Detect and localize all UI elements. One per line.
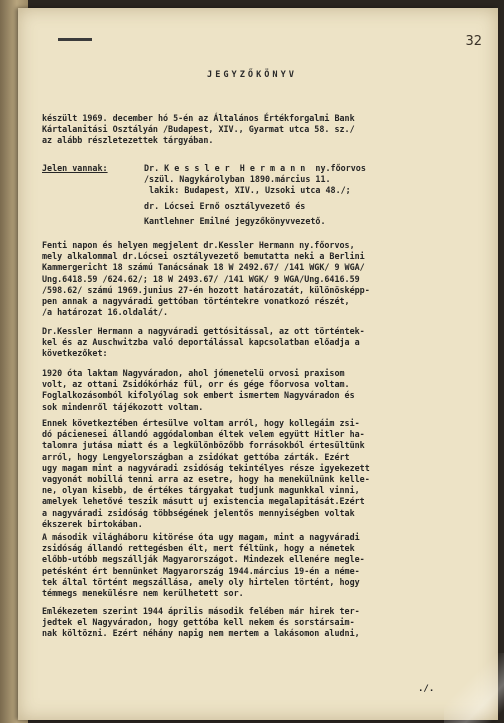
text-line: Kammergericht 18 számú Tanácsának 18 W 2492.67/ /141 WGK/ 9 WGA/ (42, 262, 365, 273)
text-line: kel és az Auschwitzba való deportálással kapcsolatban előadja a (42, 337, 360, 348)
text-line: petésként ért bennünket Magyarország 1944.március 19-én a néme- (42, 565, 360, 576)
present-line: dr. Lócsei Ernő osztályvezető és (144, 200, 306, 211)
text-line: a nagyváradi zsidóság többségének jelentős mennyiségben voltak (42, 507, 355, 518)
text-line: ne, olyan kisebb, de értékes tárgyakat tudjunk magunkkal vinni, (42, 485, 360, 496)
paragraph-5 (42, 532, 474, 599)
text-line: mely alkalommal dr.Lócsei osztályvezető bemutatta neki a Berlini (42, 251, 365, 262)
text-line: ékszerek birtokában. (42, 518, 143, 529)
paragraph-2 (42, 326, 474, 360)
intro-paragraph (42, 113, 474, 147)
text-line: készült 1969. december hó 5-én az Általános Értékforgalmi Bank (42, 113, 355, 123)
text-line: amelyek lehetővé teszik másutt uj existencia megalapitását.Ezért (42, 496, 365, 507)
text-line: talomra jutása miatt és a legkülönbözőbb forrásokból értesültünk (42, 440, 365, 451)
text-line: Dr.Kessler Hermann a nagyváradi gettósitással, az ott történtek- (42, 326, 365, 336)
text-line: Kártalanitási Osztályán /Budapest, XIV., Gyarmat utca 58. sz./ (42, 124, 355, 135)
present-line: lakik: Budapest, XIV., Uzsoki utca 48./; (144, 185, 351, 196)
text-line: dó pácienesei állandó aggódalomban éltek velem együtt Hitler ha- (42, 429, 365, 440)
text-line: /a határozat 16.oldalát/. (42, 307, 169, 318)
text-line: Ennek következtében értesülve voltam arról, hogy kollegáim zsi- (42, 418, 360, 428)
text-line: az alább részletezettek tárgyában. (42, 135, 214, 146)
text-line: Foglalkozásomból kifolyólag sok embert ismertem Nagyváradon és (42, 390, 355, 401)
paragraph-1 (42, 240, 474, 318)
text-line: Ung.6418.59 /624.62/; 18 W 2493.67/ /141 WGK/ 9 WGA/Ung.6416.59 (42, 273, 360, 284)
text-line: ugy magam mint a nagyváradi zsidóság tekintélyes része igyekezett (42, 462, 370, 473)
paragraph-4 (42, 418, 474, 530)
text-line: Fenti napon és helyen megjelent dr.Kessler Hermann ny.főorvos, (42, 240, 355, 250)
text-line: nak költözni. Ezért néhány napig nem mertem a lakásomon aludni, (42, 628, 360, 639)
text-line: vagyonát mobillá tenni arra az esetre, hogy ha menekülnünk kelle- (42, 474, 370, 485)
text-line: előbb-utóbb megszállják Magyarországot. Mindezek ellenére megle- (42, 554, 365, 565)
text-line: tek által történt megszállása, amely oly hirtelen történt, hogy (42, 576, 360, 587)
text-line: sok mindenről tájékozott voltam. (42, 401, 204, 412)
text-line: következőket: (42, 348, 108, 359)
document-title: JEGYZŐKÖNYV (207, 70, 297, 80)
text-line: /598.62/ számú 1969.junius 27-én hozott határozatát, különösképp- (42, 284, 370, 295)
paragraph-3 (42, 368, 474, 413)
page-number: 32 (465, 34, 482, 49)
text-line: Emlékezetem szerint 1944 április második felében már hirek ter- (42, 606, 360, 616)
present-label: Jelen vannak: (42, 163, 108, 173)
present-line: Dr. K e s s l e r H e r m a n n ny.főorvos (144, 163, 366, 173)
text-line: zsidóság állandó rettegésben élt, mert féltünk, hogy a németek (42, 543, 355, 554)
text-line: A második világháboru kitörése óta ugy magam, mint a nagyváradi (42, 532, 360, 542)
present-list (144, 163, 474, 227)
text-line: 1920 óta laktam Nagyváradon, ahol jómenetelü orvosi praxisom (42, 368, 345, 378)
text-line: pen annak a nagyváradi gettóban történtekre vonatkozó részét, (42, 296, 350, 307)
text-line: jedtek el Nagyváradon, hogy gettóba kell nekem és sorstársaim- (42, 617, 355, 628)
continuation-mark: ./. (418, 684, 435, 694)
binder-clip-mark (58, 38, 92, 41)
text-line: arról, hogy Lengyelországban a zsidókat gettóba zárták. Ezért (42, 451, 350, 462)
text-line: témmegs menekülésre nem kerülhetett sor. (42, 588, 244, 599)
paragraph-6 (42, 606, 474, 640)
present-line: Kantlehner Emilné jegyzőkönyvvezető. (144, 215, 326, 226)
present-line: /szül. Nagykárolyban 1890.március 11. (144, 174, 331, 185)
text-line: volt, az ottani Zsidókórház fül, orr és gége főorvosa voltam. (42, 379, 350, 390)
